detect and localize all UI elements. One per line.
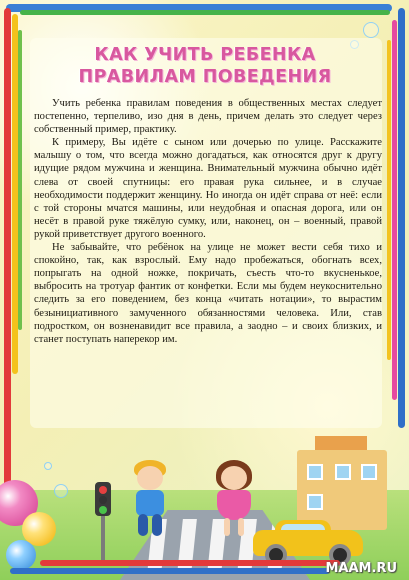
- traffic-light-icon: [95, 482, 111, 516]
- paragraph-1: Учить ребенка правилам поведения в общественных местах следует постепенно, терпеливо, изо дня в день, причем делать это следует через собственный пример, практику.: [34, 98, 382, 136]
- paragraph-3: Не забывайте, что ребёнок на улице не может вести себя тихо и спокойно, так, как взрослый. Ему надо пробежаться, обогнать всех, попрыгать на одной ножке, покричать, съесть что-то вкусненькое, выбросить на тротуар фантик от конфетки. Если мы будем неукоснительно следить за его поведением, без конца «читать нотации», то вырастим безынициативного замученного обязанностями человека. Или, став подростком, он возненавидит все правила, а заодно – и своих близких, и станет поступать наперекор им.: [34, 242, 382, 345]
- frame-bar-bottom-red: [40, 560, 340, 566]
- frame-bar-bottom-blue: [10, 568, 330, 574]
- building-icon: [297, 450, 387, 530]
- page-title: [60, 44, 350, 88]
- balloon-icon: [6, 540, 36, 570]
- frame-bar-right-yellow: [387, 40, 391, 360]
- article-body: [34, 97, 382, 346]
- frame-bar-top-green: [20, 10, 390, 15]
- frame-bar-right-blue: [398, 8, 405, 428]
- girl-icon: [212, 460, 256, 540]
- frame-bar-right-pink: [392, 20, 397, 400]
- street-illustration: [0, 420, 409, 580]
- traffic-light-pole: [101, 516, 105, 564]
- frame-bar-left-green: [18, 30, 22, 330]
- bubble-icon: [44, 462, 52, 470]
- boy-icon: [128, 460, 172, 540]
- site-watermark: MAAM.RU: [325, 561, 397, 576]
- title-line-1: КАК УЧИТЬ РЕБЕНКА: [94, 45, 316, 65]
- bubble-icon: [363, 22, 379, 38]
- bubble-icon: [54, 484, 68, 498]
- paragraph-2: К примеру, Вы идёте с сыном или дочерью по улице. Расскажите малышу о том, что всегда можно догадаться, как относятся друг к другу идущие рядом мужчина и женщина. Внимательный мужчина обычно идёт слева от своей спутницы: его правая рука сильнее, и в случае необходимости поддержит женщину. Но иногда он идёт справа от неё: если с той стороны мчатся машины, или неудобная и опасная дорога, или он несёт в правой руке тяжёлую сумку, или, наконец, он – военный, правой рукой приветствует другого военного.: [34, 137, 382, 240]
- title-line-2: ПРАВИЛАМ ПОВЕДЕНИЯ: [78, 67, 332, 87]
